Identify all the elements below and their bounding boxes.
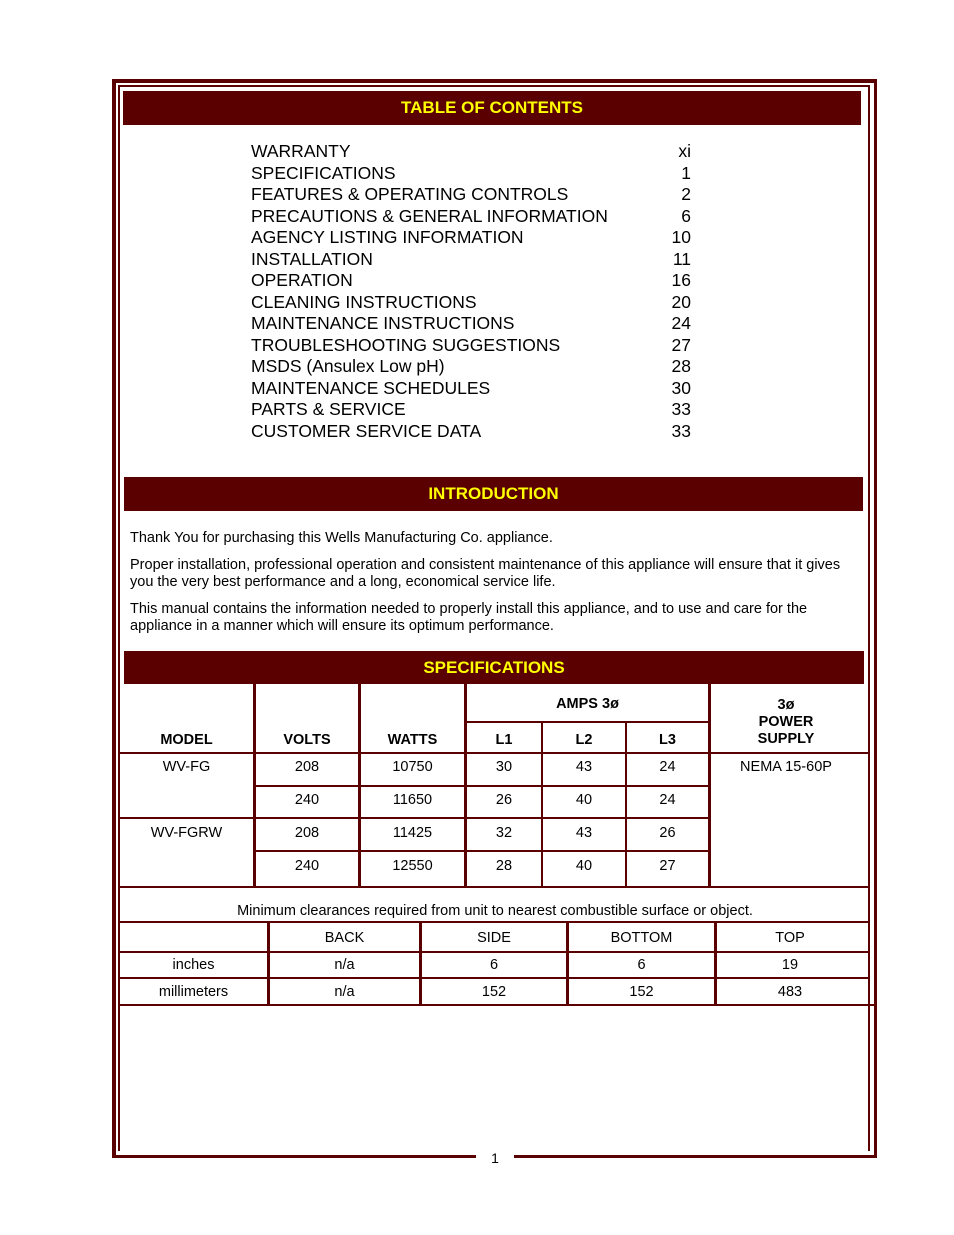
toc-entry-page: 1: [681, 162, 691, 183]
toc-entry-label: SPECIFICATIONS: [251, 162, 396, 183]
clearance-value: n/a: [334, 984, 355, 1000]
toc-entry-label: PARTS & SERVICE: [251, 399, 406, 419]
toc-entry: [251, 378, 691, 400]
toc-entry-label: MSDS (Ansulex Low pH): [251, 356, 445, 376]
toc-entry-label: CLEANING INSTRUCTIONS: [251, 291, 477, 312]
l3-cell: 24: [659, 759, 676, 775]
volts-cell: 240: [294, 858, 320, 874]
l2-cell: 40: [575, 858, 593, 874]
page-number: 1: [491, 1150, 499, 1166]
toc-entry-page: 16: [671, 270, 691, 290]
toc-entry-page: 10: [671, 227, 691, 247]
clearance-unit: millimeters: [158, 984, 229, 1000]
table-rule: [118, 886, 870, 888]
table-rule: [465, 721, 709, 723]
table-rule: [358, 684, 361, 887]
table-rule: [118, 752, 870, 754]
toc-entry-page: 33: [671, 420, 691, 441]
toc-entry: [251, 141, 691, 163]
table-rule: [253, 785, 708, 787]
clearance-value: n/a: [334, 957, 355, 973]
table-rule: [118, 921, 870, 923]
header-watts: WATTS: [387, 732, 438, 748]
toc-entry-label: OPERATION: [251, 270, 353, 290]
model-cell: WV-FGRW: [150, 825, 223, 841]
clearance-unit: inches: [172, 957, 215, 973]
table-rule: [118, 951, 870, 953]
toc-entry-page: 30: [671, 377, 691, 398]
clearance-value: 483: [777, 984, 803, 1000]
clearance-header: BOTTOM: [610, 930, 673, 946]
toc-entry-page: 28: [671, 356, 691, 376]
toc-entry-page: 24: [671, 313, 691, 333]
l3-cell: 24: [659, 792, 676, 808]
volts-cell: 208: [294, 825, 320, 841]
toc-entry: [251, 399, 691, 421]
toc-entry: [251, 270, 691, 292]
l2-cell: 43: [575, 825, 593, 841]
toc-entry: [251, 227, 691, 249]
watts-cell: 11425: [392, 825, 433, 841]
toc-entry: [251, 184, 691, 206]
header-l2: L2: [575, 732, 593, 748]
toc-entry: [251, 356, 691, 378]
toc-entry-page: 2: [681, 184, 691, 204]
toc-entry-label: MAINTENANCE SCHEDULES: [251, 377, 491, 398]
header-power-supply: 3ø POWER SUPPLY: [757, 697, 815, 747]
toc-banner: [123, 91, 861, 125]
l1-cell: 28: [495, 858, 513, 874]
toc-title: TABLE OF CONTENTS: [401, 98, 583, 117]
toc-entry: [251, 249, 691, 271]
toc-entry-page: 6: [681, 205, 691, 226]
header-model: MODEL: [160, 732, 213, 748]
volts-cell: 208: [294, 759, 320, 775]
toc-entry: [251, 335, 691, 357]
toc-entry-label: TROUBLESHOOTING SUGGESTIONS: [251, 334, 561, 355]
table-rule: [118, 977, 870, 979]
header-volts: VOLTS: [283, 732, 331, 748]
toc-entry-page: xi: [678, 141, 691, 161]
model-cell: WV-FG: [162, 759, 211, 775]
clearance-header: TOP: [775, 930, 805, 946]
specifications-banner: [124, 651, 864, 684]
l1-cell: 32: [495, 825, 513, 841]
l3-cell: 26: [659, 825, 676, 841]
l1-cell: 30: [495, 759, 513, 775]
toc-entry: [251, 206, 691, 228]
clearance-header: SIDE: [477, 930, 511, 946]
l3-cell: 27: [659, 858, 676, 874]
l2-cell: 40: [575, 792, 593, 808]
volts-cell: 240: [294, 792, 320, 808]
clearance-value: 6: [637, 957, 646, 973]
toc-entry-page: 33: [671, 399, 691, 419]
toc-entry-label: FEATURES & OPERATING CONTROLS: [251, 184, 569, 204]
toc-entry-page: 27: [671, 334, 691, 355]
l1-cell: 26: [495, 792, 513, 808]
l2-cell: 43: [575, 759, 593, 775]
watts-cell: 11650: [392, 792, 433, 808]
toc-entry-label: CUSTOMER SERVICE DATA: [251, 420, 482, 441]
table-rule: [118, 817, 708, 819]
toc-entry-label: INSTALLATION: [251, 248, 373, 269]
clearance-value: 152: [481, 984, 507, 1000]
intro-paragraph: This manual contains the information needed to properly install this appliance, and to use and care for the appliance in a manner which will ensure its optimum performance.: [130, 600, 808, 635]
toc-entry: [251, 313, 691, 335]
toc-entry: [251, 163, 691, 185]
toc-entry: [251, 421, 691, 443]
introduction-banner: [124, 477, 863, 511]
intro-paragraph: Thank You for purchasing this Wells Manufacturing Co. appliance.: [130, 530, 553, 546]
clearance-value: 152: [629, 984, 654, 1000]
clearance-value: 19: [781, 957, 799, 973]
introduction-text: [130, 530, 862, 645]
clearance-header: BACK: [324, 930, 365, 946]
header-amps: AMPS 3ø: [556, 696, 619, 712]
toc-entry-page: 20: [671, 291, 691, 312]
header-l3: L3: [659, 732, 676, 748]
toc-entry-page: 11: [672, 248, 691, 269]
toc-entry: [251, 292, 691, 314]
toc-entry-label: AGENCY LISTING INFORMATION: [251, 227, 524, 247]
power-supply-cell: NEMA 15-60P: [740, 759, 832, 775]
specifications-title: SPECIFICATIONS: [423, 657, 565, 677]
watts-cell: 12550: [392, 858, 433, 874]
table-rule: [118, 1004, 875, 1006]
table-rule: [464, 684, 467, 887]
watts-cell: 10750: [392, 759, 433, 775]
introduction-title: INTRODUCTION: [428, 484, 559, 503]
toc-entry-label: WARRANTY: [251, 141, 351, 161]
toc-list: [251, 141, 691, 442]
header-l1: L1: [495, 732, 513, 748]
clearance-value: 6: [489, 957, 499, 973]
toc-entry-label: MAINTENANCE INSTRUCTIONS: [251, 313, 515, 333]
table-rule: [253, 684, 256, 887]
table-rule: [253, 850, 708, 852]
toc-entry-label: PRECAUTIONS & GENERAL INFORMATION: [251, 205, 608, 226]
clearances-caption: Minimum clearances required from unit to nearest combustible surface or object.: [237, 903, 753, 919]
intro-paragraph: Proper installation, professional operation and consistent maintenance of this appliance will ensure that it gives you the very best performance and a long, economical service life.: [130, 556, 841, 591]
